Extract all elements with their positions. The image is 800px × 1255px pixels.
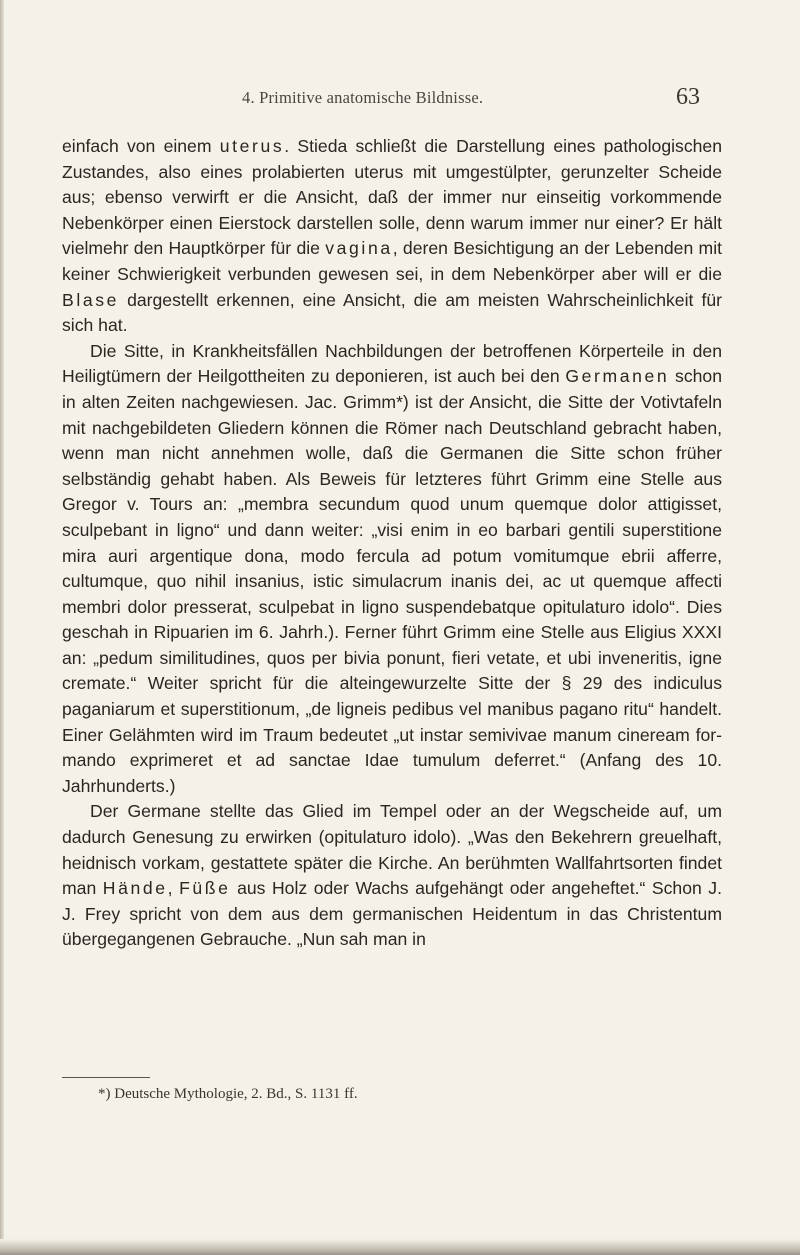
page-number: 63 <box>676 84 700 110</box>
text-run: , deren Besichtigung an der Lebenden mit keiner Schwierigkeit verbunden gewesen sei, in dem Nebenkörper aber will er die <box>62 238 722 284</box>
running-title: 4. Primitive anatomische Bildnisse. <box>242 88 484 107</box>
page-bottom-shadow <box>0 1239 800 1255</box>
body-text <box>62 134 722 953</box>
footnote-rule <box>62 1077 150 1078</box>
text-run: Der Germane stellte das Glied im Tempel oder an der Wegscheide auf, um dadurch Genesung zu erwirken (opitulaturo idolo). „Was den Bekehrern greuelhaft, heidnisch vorkam, gestattete später die Kirche. An berühmten Wallfahrtsorten findet man <box>62 801 722 899</box>
emphasized-term: Germanen <box>565 366 670 387</box>
footnote: *) Deutsche Mythologie, 2. Bd., S. 1131 ff. <box>98 1086 358 1102</box>
text-run: aus Holz oder Wachs aufgehängt oder angeheftet.“ Schon J. J. Frey spricht von dem aus dem germanischen Heidentum in das Christentum übergegangenen Gebrauche. „Nun sah man in <box>62 878 722 950</box>
running-head <box>52 86 772 126</box>
text-run: Die Sitte, in Krankheitsfällen Nachbildungen der betroffenen Körperteile in den Heiligtümern der Heilgottheiten zu deponieren, ist auch bei den <box>62 340 722 387</box>
emphasized-term: Hände <box>102 878 168 899</box>
emphasized-term: Füße <box>179 878 231 899</box>
page-edge-shadow <box>0 0 4 1255</box>
text-run: schon in alten Zeiten nachgewiesen. Jac. Grimm*) ist der Ansicht, die Sitte der Votivtafeln mit nachgebildeten Gliedern können die Römer nach Deutschland gebracht haben, wenn man nicht annehmen wolle, daß die Germanen die Sitte schon früher selbständig gehabt haben. Als Beweis für letzteres führt Grimm eine Stelle aus Gregor v. Tours an: „membra secundum quod unum quemque dolor attigisset, sculpebant in ligno“ und dann weiter: „visi enim in eo barbari gentili superstitione mira auri argentique dona, modo fercula ad potum vomitumque ebrii afferre, cultumque, quo nihil insanius, istic simulacrum inanis dei, ac ut quemque affecti membri dolor presserat, sculpebat in ligno suspendebatque opitulaturo idolo“. Dies geschah in Ripuarien im 6. Jahrh.). Ferner führt Grimm eine Stelle aus Eligius XXXI an: „pedum similitudines, quos per bivia ponunt, fieri vetate, et ubi inveneritis, igne cremate.“ Weiter spricht für die alteingewurzelte Sitte der § 29 des indiculus paganiarum et superstitionum, „de ligneis pedibus vel manibus pagano ritu“ handelt. Einer Gelähmten wird im Traum bedeutet „ut instar semivivae manum cineream formando exprimeret et ad sanctae Idae tumulum deferret.“ (Anfang des 10. Jahrhunderts.) <box>62 366 722 796</box>
text-run: . Stieda schließt die Darstellung eines pathologischen Zustandes, also eines prolabierten uterus mit umgestülpter, gerunzelter Scheide aus; ebenso verwirft er die Ansicht, daß der immer nur einseitig vorkommende Nebenkörper einen Eierstock darstellen solle, denn warum immer nur einer? Er hält vielmehr den Hauptkörper für die <box>62 136 722 259</box>
emphasized-term: vagina <box>325 238 393 259</box>
paragraph <box>62 339 722 800</box>
paragraph <box>62 134 722 339</box>
text-run: einfach von einem <box>62 136 220 156</box>
emphasized-term: uterus <box>219 136 285 156</box>
text-run: dargestellt erkennen, eine Ansicht, die am meisten Wahrscheinlichkeit für sich hat. <box>62 289 722 336</box>
emphasized-term: Blase <box>62 289 120 310</box>
paragraph <box>62 799 722 953</box>
text-run: , <box>167 878 180 899</box>
